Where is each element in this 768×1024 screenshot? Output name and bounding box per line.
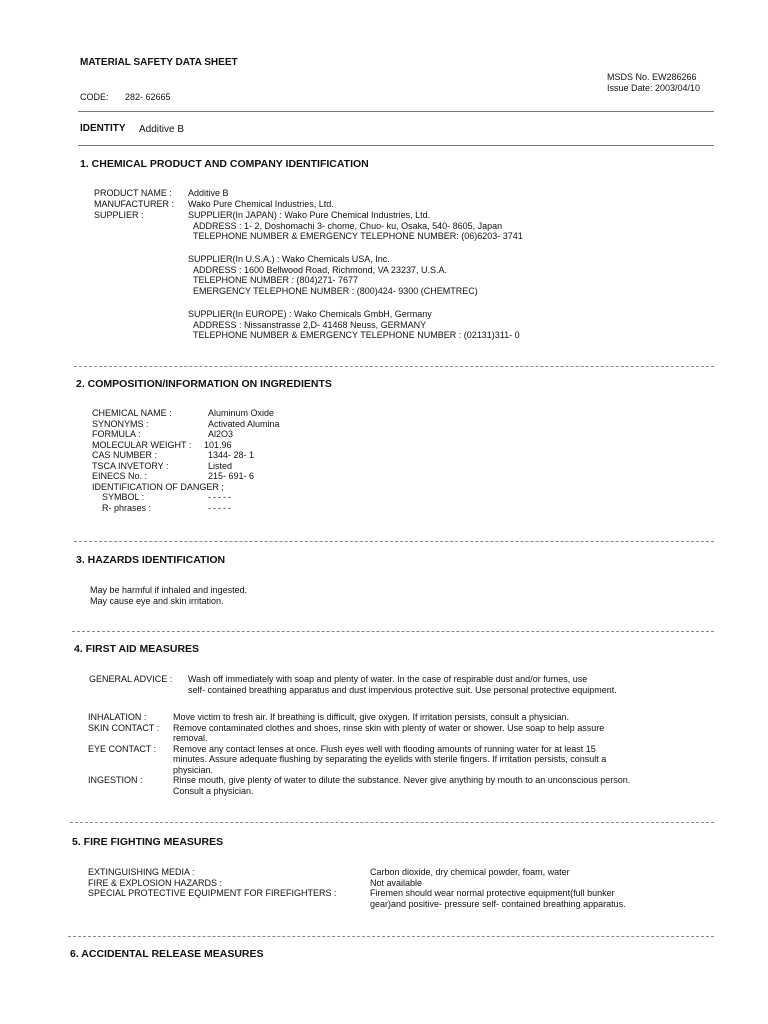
rphrases-row [92,503,280,514]
supplier-label: SUPPLIER : [94,210,144,220]
skin-contact-value: removal. [173,733,208,743]
product-name-label: PRODUCT NAME : [94,188,172,198]
composition-value: Activated Alumina [208,418,280,429]
eye-contact-value: minutes. Assure adequate flushing by separating the eyelids with sterile fingers. If irritation persists, consult a [173,754,607,764]
section-4-title: 4. FIRST AID MEASURES [74,643,200,655]
composition-value: Al2O3 [208,429,234,439]
code-value: 282- 62665 [125,92,171,102]
general-advice-label: GENERAL ADVICE : [89,674,173,684]
section-3-title: 3. HAZARDS IDENTIFICATION [76,554,226,566]
first-aid-labels [88,712,159,786]
general-advice-line: self- contained breathing apparatus and dust impervious protective suit. Use personal protective equipment. [188,684,617,695]
fire-fighting-values [370,867,626,909]
general-advice-text [188,674,617,695]
supplier-europe-address: ADDRESS : Nissanstrasse 2,D- 41468 Neuss, GERMANY [193,319,427,330]
composition-label: EINECS No. : [92,471,148,481]
composition-value: 215- 691- 6 [208,471,255,481]
fire-hazards-label: FIRE & EXPLOSION HAZARDS : [88,877,223,888]
eye-contact-value: physician. [173,764,214,775]
skin-contact-value: Remove contaminated clothes and shoes, rinse skin with plenty of water or shower. Use soap to help assure [173,722,605,733]
protective-equipment-value: Firemen should wear normal protective equipment(full bunker [370,888,615,898]
ingestion-label: INGESTION : [88,775,143,785]
manufacturer-label: MANUFACTURER : [94,199,175,209]
ingestion-value: Rinse mouth, give plenty of water to dilute the substance. Never give anything by mouth to an unconscious person. [173,775,631,785]
composition-row [92,429,280,440]
supplier-japan-phone: TELEPHONE NUMBER & EMERGENCY TELEPHONE NUMBER: (06)6203- 3741 [193,231,523,241]
manufacturer-value: Wako Pure Chemical Industries, Ltd. [188,199,334,209]
hazard-line: May cause eye and skin irritation. [90,595,224,606]
composition-label: CHEMICAL NAME : [92,408,172,418]
msds-number: MSDS No. EW286266 [607,72,697,82]
eye-contact-value: Remove any contact lenses at once. Flush eyes well with flooding amounts of running water for at least 15 [173,743,596,754]
identity-label: IDENTITY [80,123,126,134]
eye-contact-label: EYE CONTACT : [88,743,157,754]
composition-value: 1344- 28- 1 [208,450,255,460]
divider [74,541,714,542]
issue-date: Issue Date: 2003/04/10 [607,83,701,93]
symbol-value: ----- [208,492,233,502]
divider [74,366,714,367]
supplier-usa-emergency: EMERGENCY TELEPHONE NUMBER : (800)424- 9300 (CHEMTREC) [193,285,478,296]
section-6-title: 6. ACCIDENTAL RELEASE MEASURES [70,948,264,960]
identification-of-danger: IDENTIFICATION OF DANGER ; [92,481,224,492]
supplier-usa [188,254,478,296]
protective-equipment-label: SPECIAL PROTECTIVE EQUIPMENT FOR FIREFIGHTERS : [88,888,337,898]
divider [78,111,714,112]
composition-row [92,450,280,461]
composition-label: MOLECULAR WEIGHT : [92,439,192,450]
supplier-japan [188,210,523,242]
divider [70,822,714,823]
protective-equipment-value: gear)and positive- pressure self- contained breathing apparatus. [370,898,626,909]
composition-value: Listed [208,460,233,471]
composition-row [92,440,280,451]
hazard-line: May be harmful if inhaled and ingested. [90,585,248,595]
composition-row [92,408,280,419]
composition-label: SYNONYMS : [92,418,149,429]
composition-row [92,471,280,482]
identity-value: Additive B [139,124,185,135]
ingestion-value: Consult a physician. [173,785,254,796]
composition-value: Aluminum Oxide [208,408,275,418]
symbol-row [92,492,280,503]
supplier-europe-name: SUPPLIER(In EUROPE) : Wako Chemicals GmbH, Germany [188,309,432,319]
composition-value: 101.96 [204,439,232,450]
supplier-usa-name: SUPPLIER(In U.S.A.) : Wako Chemicals USA, Inc. [188,254,390,264]
supplier-europe-phone: TELEPHONE NUMBER & EMERGENCY TELEPHONE NUMBER : (02131)311- 0 [193,330,520,340]
general-advice-line: Wash off immediately with soap and plenty of water. In the case of respirable dust and/or fumes, use [188,674,588,684]
extinguishing-media-value: Carbon dioxide, dry chemical powder, foam, water [370,867,570,877]
inhalation-label: INHALATION : [88,712,147,722]
divider [68,936,714,937]
code-label: CODE: [80,92,109,102]
symbol-label: SYMBOL : [102,492,145,502]
divider [72,631,714,632]
supplier-usa-address: ADDRESS : 1600 Bellwood Road, Richmond, VA 23237, U.S.A. [193,264,447,275]
composition-label: TSCA INVETORY : [92,460,169,471]
section-1-title: 1. CHEMICAL PRODUCT AND COMPANY IDENTIFICATION [80,158,369,170]
fire-hazards-value: Not available [370,877,423,888]
extinguishing-media-label: EXTINGUISHING MEDIA : [88,867,195,877]
supplier-europe [188,309,520,341]
fire-fighting-labels [88,867,337,899]
rphrases-value: ----- [208,502,233,513]
inhalation-value: Move victim to fresh air. If breathing is difficult, give oxygen. If irritation persists, consult a physician. [173,712,570,722]
skin-contact-label: SKIN CONTACT : [88,722,160,733]
supplier-usa-phone: TELEPHONE NUMBER : (804)271- 7677 [193,275,359,285]
product-name-value: Additive B [188,188,229,198]
section-2-title: 2. COMPOSITION/INFORMATION ON INGREDIENTS [76,378,332,390]
divider [78,145,714,146]
composition-row [92,419,280,430]
composition-label: FORMULA : [92,429,141,439]
first-aid-values [173,712,630,796]
supplier-japan-address: ADDRESS : 1- 2, Doshomachi 3- chome, Chuo- ku, Osaka, 540- 8605, Japan [193,220,503,231]
supplier-japan-name: SUPPLIER(In JAPAN) : Wako Pure Chemical Industries, Ltd. [188,210,431,220]
composition-row [92,461,280,472]
rphrases-label: R- phrases : [102,502,152,513]
document-title: MATERIAL SAFETY DATA SHEET [80,57,238,68]
composition-table [92,408,280,513]
composition-label: CAS NUMBER : [92,450,158,460]
section-5-title: 5. FIRE FIGHTING MEASURES [72,836,224,848]
hazards-text [90,585,247,606]
